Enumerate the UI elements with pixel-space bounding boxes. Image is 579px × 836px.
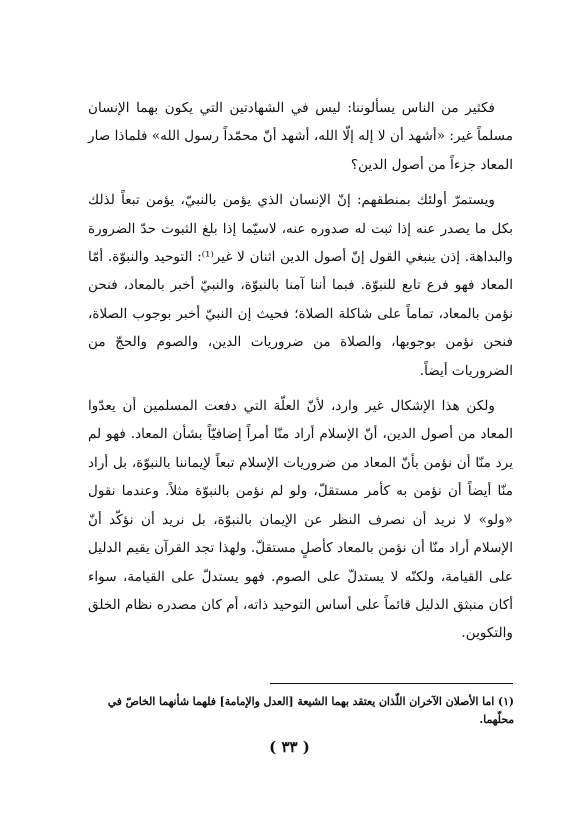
paragraph-3: ولكن هذا الإشكال غير وارد، لأنّ العلّة التي دفعت المسلمين أن يعدّوا المعاد من أصول الدين، أنّ الإسلام أراد منّا أمراً إضافيّاً بشأن المعاد. فهو لم يرد منّا أن نؤمن بأنّ المعاد من ضروريات الإسلام تبعاً لإيماننا بالنبوّة، بل أراد منّا أيضاً أن نؤمن به كأمر مستقلّ، ولو لم نؤمن بالنبوّة مثلاً. وعندما نقول «ولو» لا نريد أن نصرف النظر عن الإيمان بالنبوّة، بل نريد أن نؤكّد أنّ الإسلام أراد منّا أن نؤمن بالمعاد كأصلٍ مستقلّ. ولهذا تجد القرآن يقيم الدليل على القيامة، ولكنّه لا يستدلّ على الصوم. فهو يستدلّ على القيامة، سواء أكان منبثق الدليل قائماً على أساس التوحيد ذاته، أم كان مصدره نظام الخلق والتكوين. bbox=[88, 398, 513, 642]
footnote-separator bbox=[270, 683, 513, 684]
paragraph-2: ويستمرّ أولئك بمنطقهم: إنّ الإنسان الذي يؤمن بالنبيّ، يؤمن تبعاً لذلك بكل ما يصدر عنه إذا ثبت له صدوره عنه، لاسيّما إذا بلغ الثبوت حدّ الضرورة والبداهة. إذن ينبغي القول إنّ أصول الدين اثنان لا غير⁽¹⁾: التوحيد والنبوّة. أمّا المعاد فهو فرع تابع للنبوّة. فبما أننا آمنا بالنبوّة، والنبيّ أخبر بالمعاد، فنحن نؤمن بالمعاد، تماماً على شاكلة الصلاة؛ فحيث إن النبيّ أخبر بوجوب الصلاة، فنحن نؤمن بوجوبها، والصلاة من ضروريات الدين، والصوم والحجّ من الضروريات أيضاً. bbox=[88, 192, 513, 379]
paragraph-1: فكثير من الناس يسألوننا: ليس في الشهادتين التي يكون بهما الإنسان مسلماً غير: «أشهد أن لا إله إلّا الله، أشهد أنّ محمّداً رسول الله» فلماذا صار المعاد جزءاً من أصول الدين؟ bbox=[88, 100, 513, 173]
page-number: ( ٣٣ ) bbox=[269, 738, 310, 756]
body-text bbox=[88, 94, 513, 655]
footnote: (١) اما الأصلان الآخران اللّذان يعتقد بهما الشيعة [العدل والإمامة] فلهما شأنهما الخاصّ في محلّهما. bbox=[107, 695, 514, 726]
